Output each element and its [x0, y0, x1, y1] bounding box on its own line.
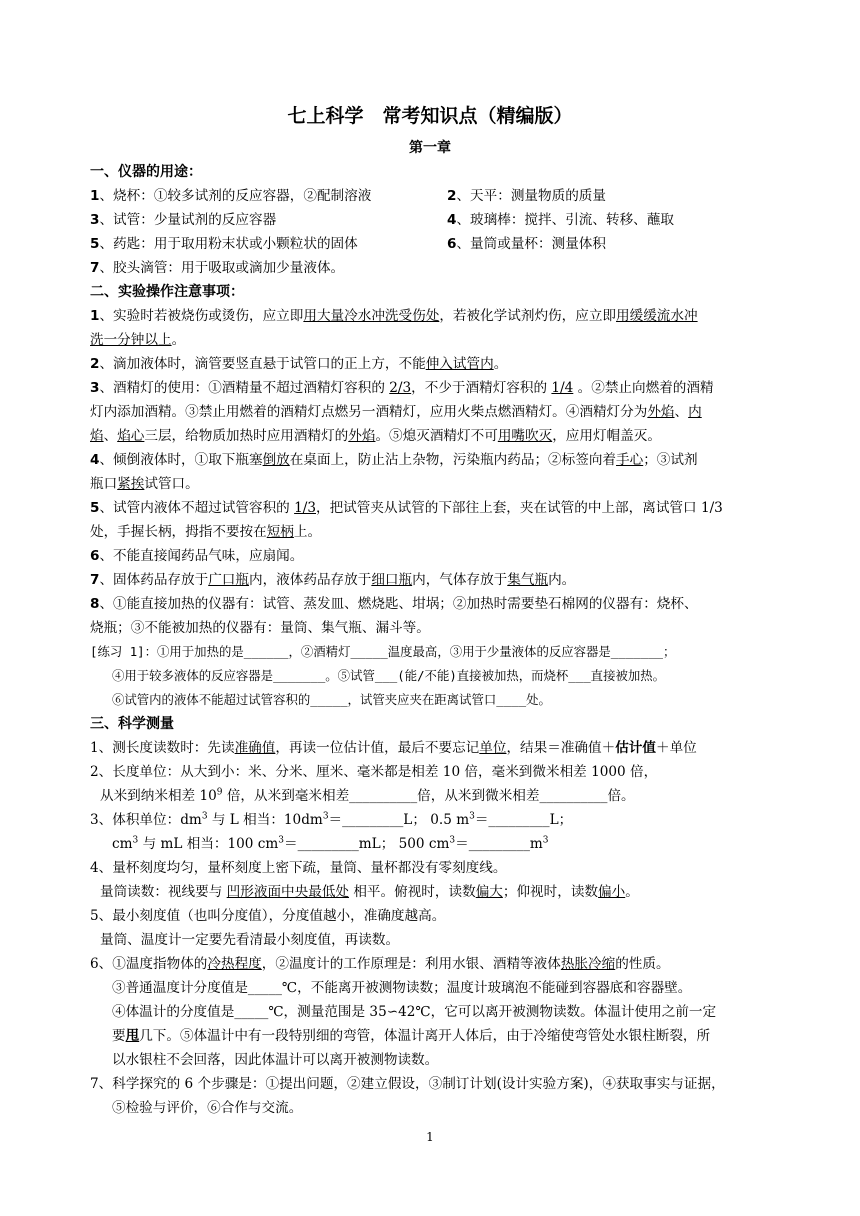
item-2-3-line-2: 灯内添加酒精。③禁止用燃着的酒精灯点燃另一酒精灯，应用火柴点燃酒精灯。④酒精灯分为外焰、内 [90, 404, 702, 420]
item-2-4-line-1: 4、倾倒液体时，①取下瓶塞倒放在桌面上，防止沾上杂物，污染瓶内药品；②标签向着手心；③试剂 [90, 452, 698, 468]
exercise-1-line-3: ⑥试管内的液体不能超过试管容积的_____，试管夹应夹在距离试管口____处。 [112, 692, 551, 707]
item-3-4-line-2: 量筒读数：视线要与 凹形液面中央最低处 相平。俯视时，读数偏大；仰视时，读数偏小。 [100, 884, 639, 900]
item-3-5-line-2: 量筒、温度计一定要先看清最小刻度值，再读数。 [100, 932, 400, 948]
section-1-heading: 一、仪器的用途： [90, 164, 202, 180]
item-3-2-line-1: 2、长度单位：从大到小：米、分米、厘米、毫米都是相差 10 倍，毫米到微米相差 1000 倍， [90, 764, 658, 780]
item-2-4-line-2: 瓶口紧挨试管口。 [90, 476, 199, 492]
exercise-1-line-1: [练习 1]：①用于加热的是______，②酒精灯_____温度最高，③用于少量液体的反应容器是_______； [90, 644, 676, 659]
item-2-8-line-2: 烧瓶；③不能被加热的仪器有：量筒、集气瓶、漏斗等。 [90, 620, 430, 636]
item-3-2-line-2: 从米到纳米相差 $10^9$ 倍，从米到毫米相差__________倍，从米到微米相差__________倍。 [100, 787, 635, 804]
chapter-heading: 第一章 [409, 140, 451, 156]
item-2-1-line-2: 洗一分钟以上。 [90, 332, 186, 348]
item-2-8-line-1: 8、①能直接加热的仪器有：试管、蒸发皿、燃烧匙、坩埚；②加热时需要垫石棉网的仪器有：烧杯、 [90, 596, 698, 612]
instrument-row-2: 3、试管：少量试剂的反应容器 4、玻璃棒：搅拌、引流、转移、蘸取 [90, 212, 674, 228]
item-2-3-line-3: 焰、焰心三层，给物质加热时应用酒精灯的外焰。⑤熄灭酒精灯不可用嘴吹灭，应用灯帽盖灭。 [90, 428, 661, 444]
item-3-6-line-4: 要甩几下。⑤体温计中有一段特别细的弯管，体温计离开人体后，由于冷缩使弯管处水银柱断裂，所 [112, 1028, 711, 1044]
item-3-6-line-1: 6、①温度指物体的冷热程度，②温度计的工作原理是：利用水银、酒精等液体热胀冷缩的性质。 [90, 956, 670, 972]
item-3-5-line-1: 5、最小刻度值（也叫分度值），分度值越小，准确度越高。 [90, 908, 446, 924]
item-3-6-line-3: ④体温计的分度值是_____℃，测量范围是 35∽42℃，它可以离开被测物读数。体温计使用之前一定 [112, 1004, 717, 1020]
item-2-3-line-1: 3、酒精灯的使用：①酒精量不超过酒精灯容积的 2/3，不少于酒精灯容积的 1/4 。②禁止向燃着的酒精 [90, 380, 714, 396]
item-3-7-line-1: 7、科学探究的 6 个步骤是：①提出问题，②建立假设，③制订计划(设计实验方案)，④获取事实与证据， [90, 1076, 725, 1092]
item-2-7: 7、固体药品存放于广口瓶内，液体药品存放于细口瓶内，气体存放于集气瓶内。 [90, 572, 576, 588]
item-3-1: 1、测长度读数时：先读准确值，再读一位估计值，最后不要忘记单位，结果＝准确值＋估计值＋单位 [90, 740, 697, 756]
section-2-heading: 二、实验操作注意事项： [90, 284, 244, 300]
section-3-heading: 三、科学测量 [90, 716, 174, 732]
item-2-1-line-1: 1、实验时若被烧伤或烫伤，应立即用大量冷水冲洗受伤处，若被化学试剂灼伤，应立即用缓缓流水冲 [90, 308, 698, 324]
item-2-2: 2、滴加液体时，滴管要竖直悬于试管口的正上方，不能伸入试管内。 [90, 356, 508, 372]
instrument-row-3: 5、药匙：用于取用粉末状或小颗粒状的固体 6、量筒或量杯：测量体积 [90, 236, 606, 252]
instrument-row-1: 1、烧杯：①较多试剂的反应容器，②配制溶液 2、天平：测量物质的质量 [90, 188, 606, 204]
item-3-4-line-1: 4、量杯刻度均匀，量杯刻度上密下疏，量筒、量杯都没有零刻度线。 [90, 860, 507, 876]
item-2-5-line-1: 5、试管内液体不超过试管容积的 1/3，把试管夹从试管的下部往上套，夹在试管的中上部，离试管口 1/3 [90, 500, 723, 516]
instrument-row-4: 7、胶头滴管：用于吸取或滴加少量液体。 [90, 260, 345, 276]
item-2-6: 6、不能直接闻药品气味，应扇闻。 [90, 548, 304, 564]
item-3-7-line-2: ⑤检验与评价，⑥合作与交流。 [112, 1100, 303, 1116]
item-3-6-line-2: ③普通温度计分度值是_____℃，不能离开被测物读数；温度计玻璃泡不能碰到容器底和容器壁。 [112, 980, 692, 996]
item-2-5-line-2: 处，手握长柄，拇指不要按在短柄上。 [90, 524, 322, 540]
item-3-3-line-2: $cm^3$ 与 mL 相当：100 $cm^3=\_\_\_\_\_\_\_\_\_mL$； 500 $cm^3=\_\_\_\_\_\_\_\_\_m^3$ [112, 835, 549, 852]
item-3-6-line-5: 以水银柱不会回落，因此体温计可以离开被测物读数。 [112, 1052, 439, 1068]
document-body [90, 160, 780, 1120]
exercise-1-line-2: ④用于较多液体的反应容器是_______。⑤试管___(能/不能)直接被加热，而烧杯___直接被加热。 [112, 668, 666, 683]
item-3-3-line-1: 3、体积单位：$dm^3$ 与 L 相当：$10dm^3=\_\_\_\_\_\_\_\_\_L$； 0.5 $m^3=\_\_\_\_\_\_\_\_\_L$； [90, 811, 573, 828]
document-title: 七上科学 常考知识点（精编版） [287, 105, 573, 127]
page-number: 1 [426, 1130, 434, 1144]
